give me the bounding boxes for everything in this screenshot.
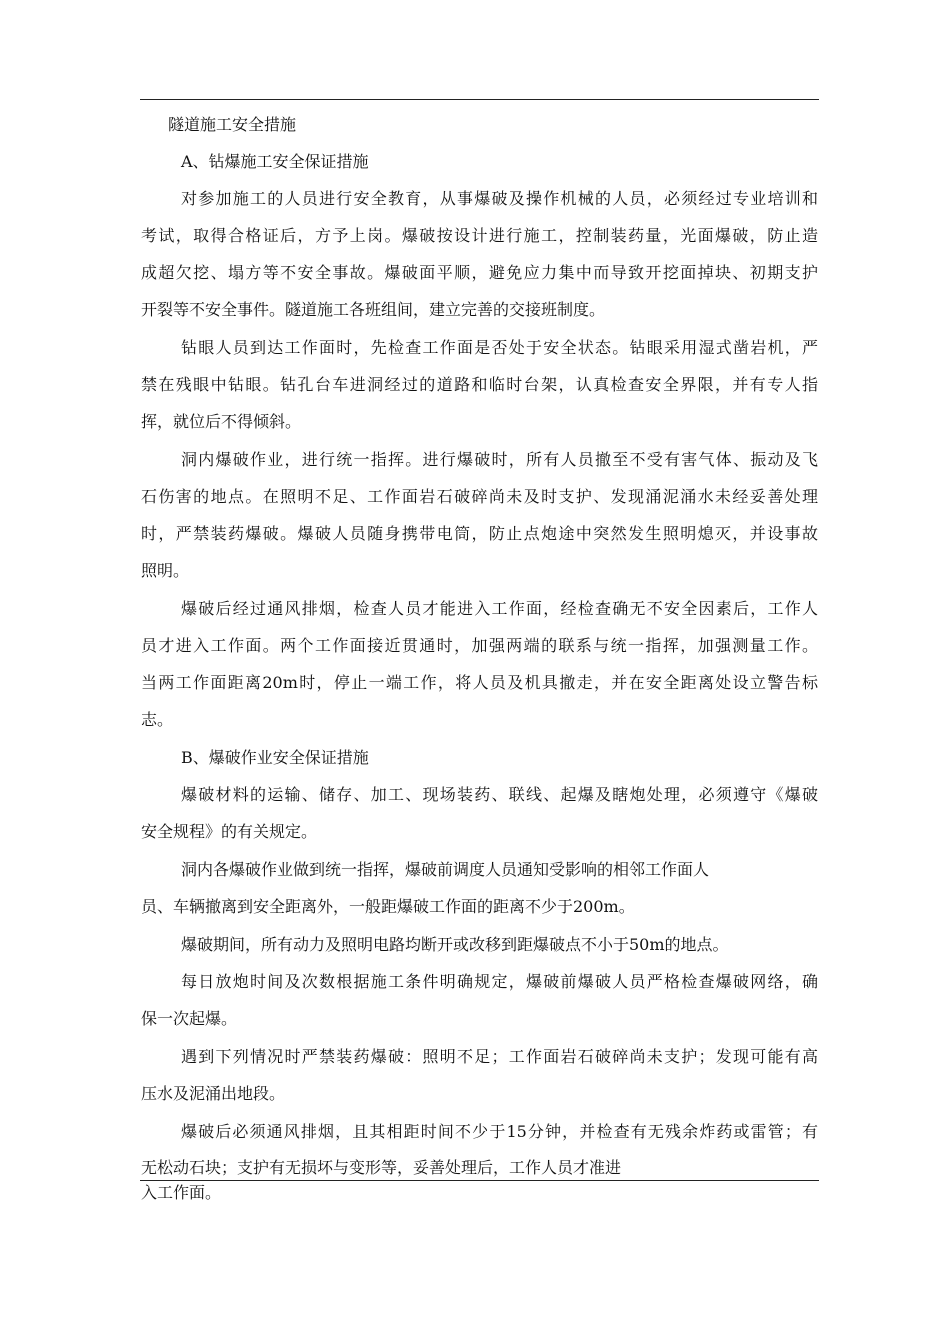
paragraph-line: 员、车辆撤离到安全距离外，一般距爆破工作面的距离不少于200m。	[141, 897, 635, 916]
paragraph-line: 照明。	[141, 561, 190, 580]
paragraph-line: 挥，就位后不得倾斜。	[141, 412, 302, 431]
paragraph-line: 爆破后必须通风排烟，且其相距时间不少于15分钟，并检查有无残余炸药或雷管；有	[181, 1122, 818, 1141]
paragraph-line: 钻眼人员到达工作面时，先检查工作面是否处于安全状态。钻眼采用湿式凿岩机，严	[181, 338, 818, 357]
paragraph-line: 遇到下列情况时严禁装药爆破：照明不足；工作面岩石破碎尚未支护；发现可能有高	[181, 1047, 818, 1066]
paragraph-line: 当两工作面距离20m时，停止一端工作，将人员及机具撤走，并在安全距离处设立警告标	[141, 673, 818, 692]
paragraph-line: 禁在残眼中钻眼。钻孔台车进洞经过的道路和临时台架，认真检查安全界限，并有专人指	[141, 375, 818, 394]
paragraph-line: 爆破后经过通风排烟，检查人员才能进入工作面，经检查确无不安全因素后，工作人	[181, 599, 818, 618]
page-title: 隧道施工安全措施	[168, 115, 297, 134]
paragraph-line: 爆破材料的运输、储存、加工、现场装药、联线、起爆及瞎炮处理，必须遵守《爆破	[181, 785, 818, 804]
footer-rule	[140, 1180, 819, 1181]
header-rule	[140, 99, 819, 100]
paragraph-line: 石伤害的地点。在照明不足、工作面岩石破碎尚未及时支护、发现涌泥涌水未经妥善处理	[141, 487, 818, 506]
paragraph-line: 压水及泥涌出地段。	[141, 1084, 286, 1103]
paragraph-line: 时，严禁装药爆破。爆破人员随身携带电筒，防止点炮途中突然发生照明熄灭，并设事故	[141, 524, 818, 543]
paragraph-line: 开裂等不安全事件。隧道施工各班组间，建立完善的交接班制度。	[141, 300, 606, 319]
paragraph-line: 洞内各爆破作业做到统一指挥，爆破前调度人员通知受影响的相邻工作面人	[181, 860, 710, 879]
paragraph-line: 每日放炮时间及次数根据施工条件明确规定，爆破前爆破人员严格检查爆破网络，确	[181, 972, 818, 991]
paragraph-line: 员才进入工作面。两个工作面接近贯通时，加强两端的联系与统一指挥，加强测量工作。	[141, 636, 818, 655]
paragraph-line: 洞内爆破作业，进行统一指挥。进行爆破时，所有人员撤至不受有害气体、振动及飞	[181, 450, 818, 469]
paragraph-line: 志。	[141, 710, 174, 729]
paragraph-line: 保一次起爆。	[141, 1009, 238, 1028]
paragraph-line: 考试，取得合格证后，方予上岗。爆破按设计进行施工，控制装药量，光面爆破，防止造	[141, 226, 818, 245]
paragraph-line: 爆破期间，所有动力及照明电路均断开或改移到距爆破点不小于50m的地点。	[181, 935, 729, 954]
section-a-heading: A、钻爆施工安全保证措施	[181, 152, 369, 171]
section-b-heading: B、爆破作业安全保证措施	[181, 748, 369, 767]
paragraph-line: 安全规程》的有关规定。	[141, 822, 318, 841]
paragraph-line: 对参加施工的人员进行安全教育，从事爆破及操作机械的人员，必须经过专业培训和	[181, 189, 818, 208]
paragraph-line: 成超欠挖、塌方等不安全事故。爆破面平顺，避免应力集中而导致开挖面掉块、初期支护	[141, 263, 818, 282]
overflow-line: 入工作面。	[141, 1183, 222, 1202]
paragraph-line: 无松动石块；支护有无损坏与变形等，妥善处理后，工作人员才准进	[141, 1158, 622, 1177]
